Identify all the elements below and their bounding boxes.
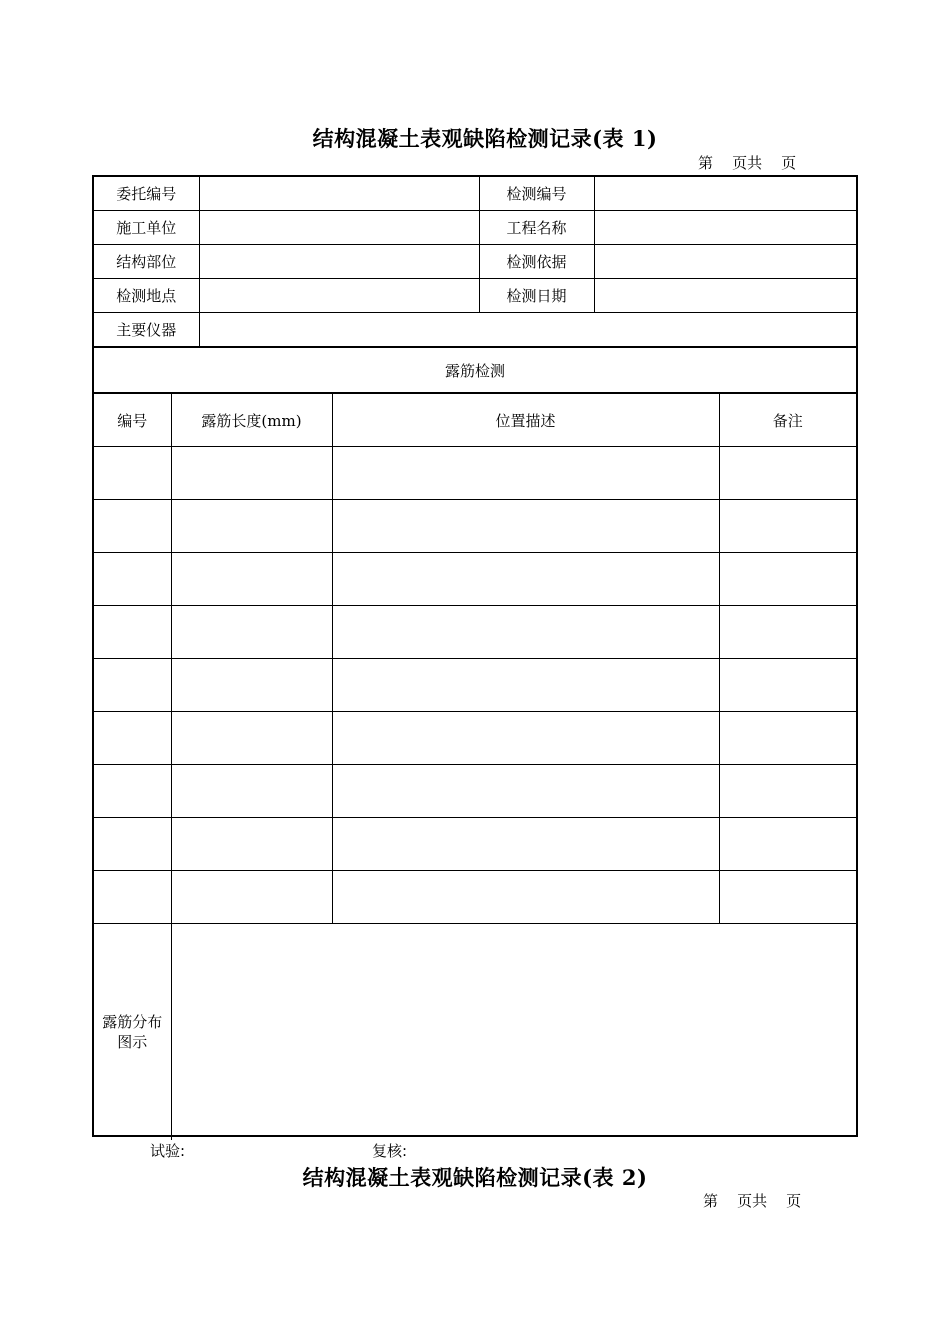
position-cell[interactable] bbox=[332, 659, 719, 712]
table-row bbox=[94, 553, 856, 606]
number-cell[interactable] bbox=[94, 818, 171, 871]
length-cell[interactable] bbox=[171, 500, 332, 553]
project-name-field[interactable] bbox=[594, 211, 856, 245]
table-row bbox=[94, 712, 856, 765]
position-cell[interactable] bbox=[332, 606, 719, 659]
number-cell[interactable] bbox=[94, 765, 171, 818]
number-cell[interactable] bbox=[94, 553, 171, 606]
position-cell[interactable] bbox=[332, 818, 719, 871]
length-cell[interactable] bbox=[171, 659, 332, 712]
test-no-field[interactable] bbox=[594, 177, 856, 211]
info-table bbox=[94, 177, 856, 347]
reviewer-signature-label: 复核: bbox=[372, 1142, 408, 1160]
column-header-number: 编号 bbox=[94, 394, 171, 447]
length-cell[interactable] bbox=[171, 447, 332, 500]
remark-cell[interactable] bbox=[719, 659, 856, 712]
table-row bbox=[94, 871, 856, 924]
label-main-instrument: 主要仪器 bbox=[94, 313, 199, 347]
remark-cell[interactable] bbox=[719, 712, 856, 765]
number-cell[interactable] bbox=[94, 606, 171, 659]
label-structure-part: 结构部位 bbox=[94, 245, 199, 279]
exposed-rebar-table bbox=[94, 393, 856, 1140]
number-cell[interactable] bbox=[94, 871, 171, 924]
test-location-field[interactable] bbox=[199, 279, 479, 313]
table-row bbox=[94, 818, 856, 871]
remark-cell[interactable] bbox=[719, 500, 856, 553]
structure-part-field[interactable] bbox=[199, 245, 479, 279]
number-cell[interactable] bbox=[94, 447, 171, 500]
form-title-2: 结构混凝土表观缺陷检测记录(表 2) bbox=[302, 1165, 648, 1190]
table-header-row bbox=[94, 394, 856, 447]
number-cell[interactable] bbox=[94, 712, 171, 765]
distribution-diagram-area[interactable] bbox=[171, 924, 856, 1141]
remark-cell[interactable] bbox=[719, 765, 856, 818]
length-cell[interactable] bbox=[171, 765, 332, 818]
info-row bbox=[94, 245, 856, 279]
column-header-remark: 备注 bbox=[719, 394, 856, 447]
remark-cell[interactable] bbox=[719, 818, 856, 871]
length-cell[interactable] bbox=[171, 553, 332, 606]
position-cell[interactable] bbox=[332, 447, 719, 500]
number-cell[interactable] bbox=[94, 500, 171, 553]
length-cell[interactable] bbox=[171, 818, 332, 871]
distribution-label bbox=[94, 924, 171, 1141]
info-row bbox=[94, 211, 856, 245]
label-test-date: 检测日期 bbox=[479, 279, 594, 313]
position-cell[interactable] bbox=[332, 712, 719, 765]
distribution-label-line2: 图示 bbox=[117, 1033, 148, 1051]
table-row bbox=[94, 447, 856, 500]
test-date-field[interactable] bbox=[594, 279, 856, 313]
form-title-1: 结构混凝土表观缺陷检测记录(表 1) bbox=[312, 126, 658, 151]
page-number-2: 第 页共 页 bbox=[703, 1192, 802, 1210]
column-header-length: 露筋长度(mm) bbox=[171, 394, 332, 447]
info-row bbox=[94, 313, 856, 347]
remark-cell[interactable] bbox=[719, 447, 856, 500]
length-cell[interactable] bbox=[171, 606, 332, 659]
label-test-no: 检测编号 bbox=[479, 177, 594, 211]
length-cell[interactable] bbox=[171, 712, 332, 765]
label-construction-unit: 施工单位 bbox=[94, 211, 199, 245]
remark-cell[interactable] bbox=[719, 553, 856, 606]
length-cell[interactable] bbox=[171, 871, 332, 924]
label-project-name: 工程名称 bbox=[479, 211, 594, 245]
position-cell[interactable] bbox=[332, 871, 719, 924]
page-number-1: 第 页共 页 bbox=[698, 154, 797, 172]
position-cell[interactable] bbox=[332, 500, 719, 553]
number-cell[interactable] bbox=[94, 659, 171, 712]
construction-unit-field[interactable] bbox=[199, 211, 479, 245]
info-row bbox=[94, 279, 856, 313]
inspection-form bbox=[92, 175, 858, 1137]
distribution-row bbox=[94, 924, 856, 1141]
remark-cell[interactable] bbox=[719, 871, 856, 924]
table-row bbox=[94, 659, 856, 712]
distribution-label-line1: 露筋分布 bbox=[102, 1013, 163, 1031]
label-test-basis: 检测依据 bbox=[479, 245, 594, 279]
label-commission-no: 委托编号 bbox=[94, 177, 199, 211]
section-title: 露筋检测 bbox=[94, 348, 856, 393]
remark-cell[interactable] bbox=[719, 606, 856, 659]
tester-signature-label: 试验: bbox=[150, 1142, 186, 1160]
table-row bbox=[94, 765, 856, 818]
main-instrument-field[interactable] bbox=[199, 313, 856, 347]
column-header-position: 位置描述 bbox=[332, 394, 719, 447]
position-cell[interactable] bbox=[332, 765, 719, 818]
table-row bbox=[94, 500, 856, 553]
table-row bbox=[94, 606, 856, 659]
commission-no-field[interactable] bbox=[199, 177, 479, 211]
section-title-table bbox=[94, 347, 856, 393]
test-basis-field[interactable] bbox=[594, 245, 856, 279]
info-row bbox=[94, 177, 856, 211]
position-cell[interactable] bbox=[332, 553, 719, 606]
label-test-location: 检测地点 bbox=[94, 279, 199, 313]
